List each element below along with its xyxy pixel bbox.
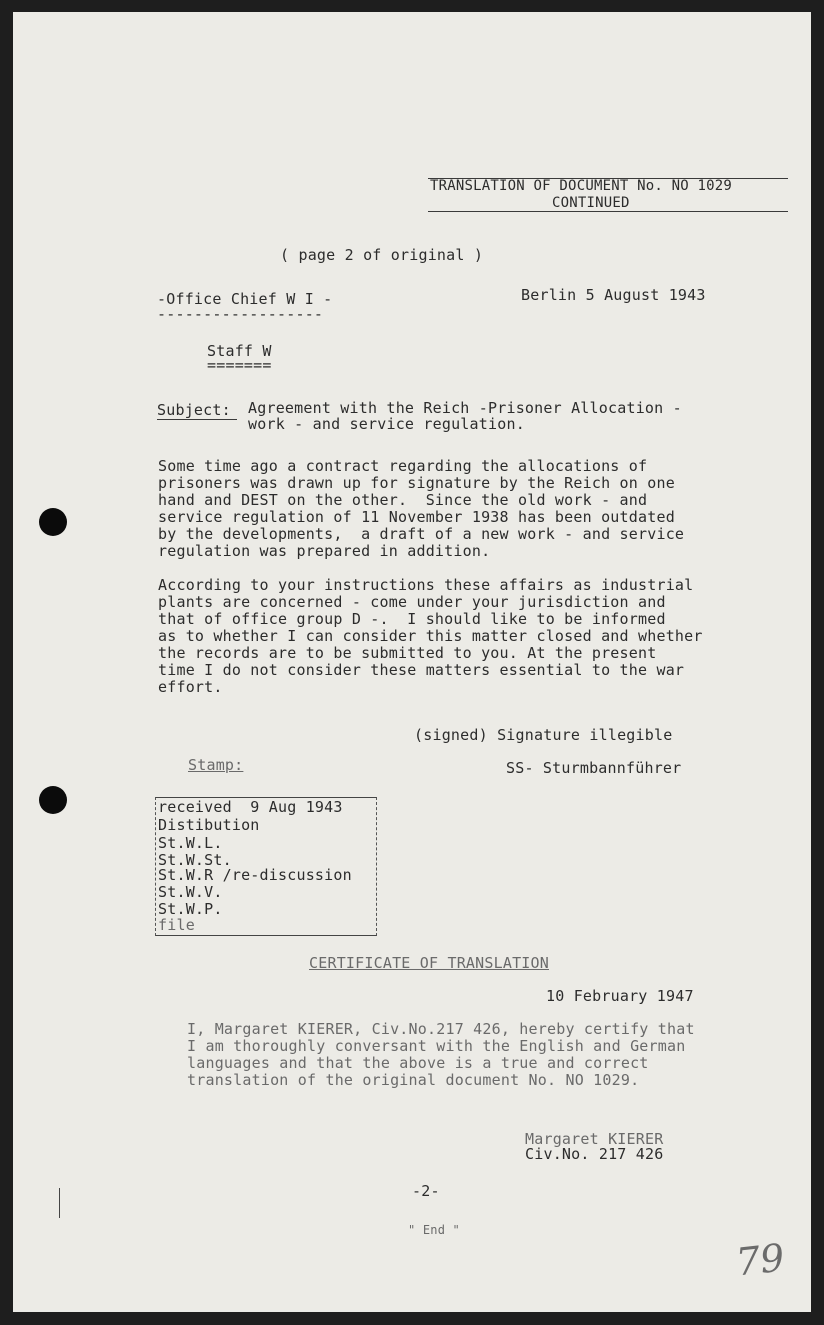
stamp-line: St.W.St. [158,851,232,869]
paragraph-2-line: plants are concerned - come under your jurisdiction and [158,593,666,611]
certificate-body-line: languages and that the above is a true and correct [187,1054,649,1072]
certificate-title: CERTIFICATE OF TRANSLATION [309,954,549,972]
stamp-line: St.W.R /re-discussion [158,866,352,884]
paragraph-2-line: effort. [158,678,223,696]
stamp-line: received 9 Aug 1943 [158,798,343,816]
certificate-body-line: I am thoroughly conversant with the English and German [187,1037,686,1055]
stamp-label: Stamp: [188,756,244,774]
paragraph-1-line: Some time ago a contract regarding the allocations of [158,457,648,475]
signature-line: (signed) Signature illegible [414,726,673,744]
office-heading: -Office Chief W I - [157,290,333,308]
staff-underline: ======= [207,356,272,374]
paragraph-2-line: According to your instructions these affairs as industrial [158,576,694,594]
subject-line-2: work - and service regulation. [248,415,525,433]
office-underline: ------------------ [157,305,324,323]
page-number: -2- [412,1182,440,1200]
paragraph-1-line: regulation was prepared in addition. [158,542,491,560]
paragraph-1-line: prisoners was drawn up for signature by the Reich on one [158,474,675,492]
subject-label: Subject: [157,401,231,419]
end-mark: " End " [408,1223,460,1237]
certificate-date: 10 February 1947 [546,987,694,1005]
stamp-line: file [158,916,195,934]
handwritten-page-number: 79 [733,1235,787,1285]
paragraph-2-line: time I do not consider these matters essential to the war [158,661,685,679]
staff-heading: Staff W [207,342,272,360]
stamp-line: St.W.P. [158,900,223,918]
certificate-body-line: I, Margaret KIERER, Civ.No.217 426, hereby certify that [187,1020,695,1038]
paragraph-1-line: by the developments, a draft of a new work - and service [158,525,685,543]
signature-rank: SS- Sturmbannführer [506,759,682,777]
subject-line-1: Agreement with the Reich -Prisoner Allocation - [248,399,682,417]
paragraph-1-line: service regulation of 11 November 1938 has been outdated [158,508,675,526]
paragraph-1-line: hand and DEST on the other. Since the old work - and [158,491,648,509]
header-bottom-rule [428,211,788,212]
stamp-line: St.W.V. [158,883,223,901]
stamp-line: St.W.L. [158,834,223,852]
paragraph-2-line: that of office group D -. I should like to be informed [158,610,666,628]
subject-underline [157,419,237,420]
punch-hole-top [39,508,67,536]
translator-name: Margaret KIERER [525,1130,664,1148]
paragraph-2-line: the records are to be submitted to you. At the present [158,644,657,662]
date-place: Berlin 5 August 1943 [521,286,706,304]
page-reference: ( page 2 of original ) [280,246,484,264]
translator-civno: Civ.No. 217 426 [525,1145,664,1163]
header-continued: CONTINUED [552,195,630,211]
stamp-line: Distibution [158,816,260,834]
paragraph-2-line: as to whether I can consider this matter closed and whether [158,627,703,645]
punch-hole-bottom [39,786,67,814]
margin-mark [59,1188,60,1218]
certificate-body-line: translation of the original document No. NO 1029. [187,1071,640,1089]
header-title: TRANSLATION OF DOCUMENT No. NO 1029 [430,178,733,194]
